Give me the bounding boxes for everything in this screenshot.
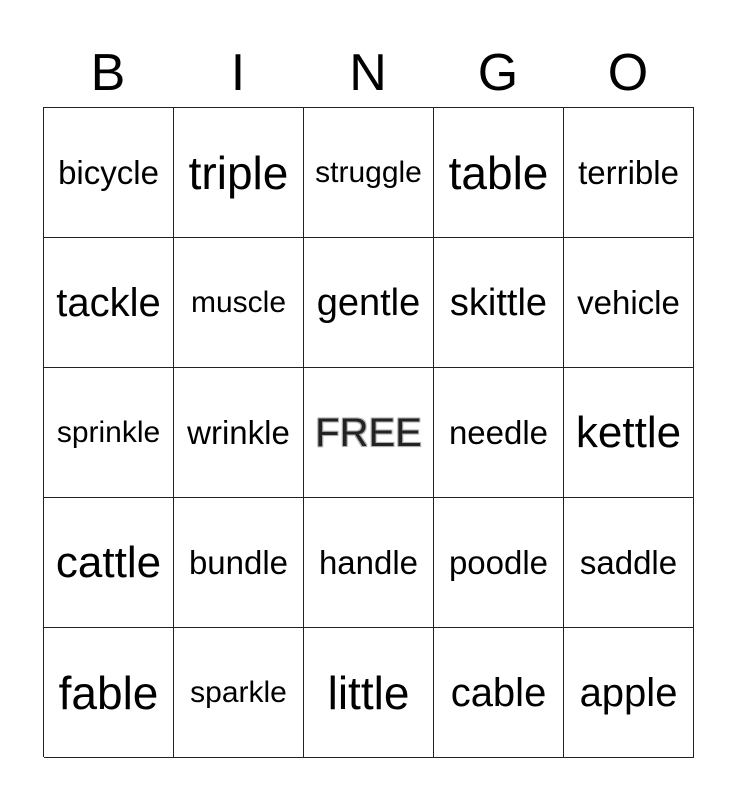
bingo-cell[interactable]: bundle [174,498,304,628]
header-letter-n: N [349,44,387,102]
bingo-cell[interactable]: triple [174,108,304,238]
bingo-cell[interactable]: handle [304,498,434,628]
header-letter-b: B [90,44,126,102]
bingo-cell[interactable]: sprinkle [44,368,174,498]
bingo-cell[interactable]: kettle [564,368,694,498]
bingo-cell[interactable]: skittle [434,238,564,368]
free-space-cell[interactable]: FREE [304,368,434,498]
bingo-cell[interactable]: needle [434,368,564,498]
bingo-cell[interactable]: apple [564,628,694,758]
bingo-cell[interactable]: fable [44,628,174,758]
bingo-cell[interactable]: vehicle [564,238,694,368]
bingo-cell[interactable]: tackle [44,238,174,368]
bingo-cell[interactable]: saddle [564,498,694,628]
header-letter-o: O [607,44,649,102]
bingo-header [43,40,693,106]
bingo-cell[interactable]: gentle [304,238,434,368]
bingo-cell[interactable]: cattle [44,498,174,628]
bingo-cell[interactable]: struggle [304,108,434,238]
bingo-cell[interactable]: wrinkle [174,368,304,498]
bingo-cell[interactable]: terrible [564,108,694,238]
bingo-board [43,107,694,757]
bingo-cell[interactable]: sparkle [174,628,304,758]
header-letter-i: I [230,44,246,102]
bingo-cell[interactable]: table [434,108,564,238]
bingo-cell[interactable]: cable [434,628,564,758]
bingo-cell[interactable]: bicycle [44,108,174,238]
header-letter-g: G [477,44,519,102]
bingo-cell[interactable]: poodle [434,498,564,628]
bingo-cell[interactable]: muscle [174,238,304,368]
bingo-cell[interactable]: little [304,628,434,758]
